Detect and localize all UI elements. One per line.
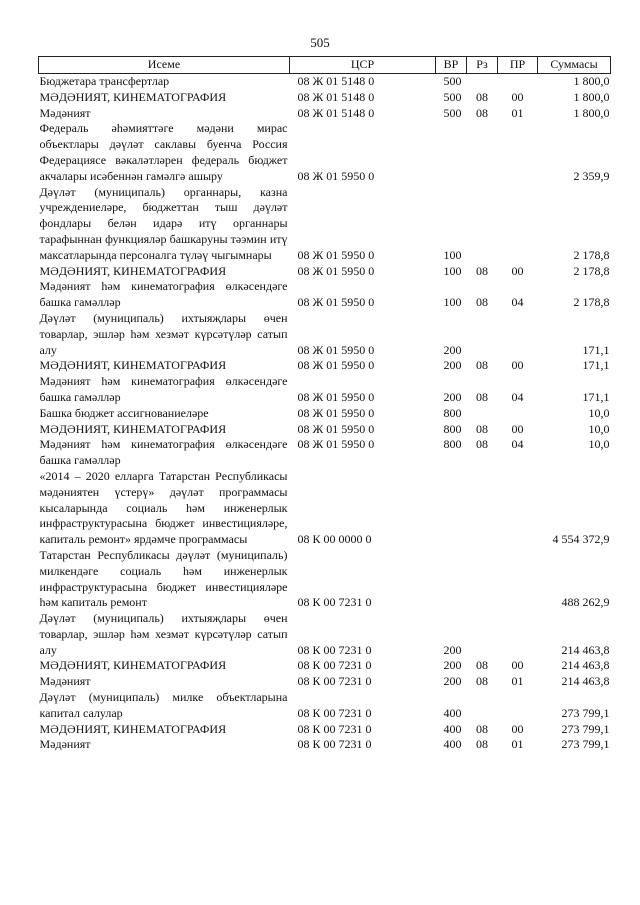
row-vr: 500 xyxy=(443,105,462,120)
row-sum: 1 800,0 xyxy=(573,105,610,120)
row-sum: 10,0 xyxy=(588,437,610,452)
table-row xyxy=(39,548,611,611)
row-name: МӘДӘНИЯТ, КИНЕМАТОГРАФИЯ xyxy=(39,721,227,736)
row-sum: 488 262,9 xyxy=(561,595,610,610)
row-sum: 171,1 xyxy=(582,358,610,373)
row-vr: 400 xyxy=(443,721,462,736)
header-sum: Суммасы xyxy=(538,57,611,74)
row-rz xyxy=(467,121,498,184)
row-pr xyxy=(498,74,538,90)
row-vr: 100 xyxy=(443,295,462,310)
row-rz: 08 xyxy=(476,389,488,404)
table-row xyxy=(39,185,611,264)
row-csr: 08 Ж 01 5950 0 xyxy=(297,342,375,357)
row-rz xyxy=(467,185,498,264)
row-pr: 04 xyxy=(511,437,524,452)
row-rz xyxy=(467,690,498,722)
row-name: Мәдәният xyxy=(39,737,91,752)
row-sum: 214 463,8 xyxy=(561,658,610,673)
row-rz xyxy=(467,406,498,422)
row-pr: 01 xyxy=(511,737,524,752)
table-row xyxy=(39,106,611,122)
row-rz: 08 xyxy=(476,674,488,689)
row-rz xyxy=(467,548,498,611)
row-rz: 08 xyxy=(476,737,488,752)
row-rz: 08 xyxy=(476,358,488,373)
row-sum: 2 178,8 xyxy=(573,295,610,310)
table-row xyxy=(39,737,611,753)
row-csr: 08 К 00 7231 0 xyxy=(297,721,372,736)
row-sum: 171,1 xyxy=(582,342,610,357)
row-sum: 171,1 xyxy=(582,389,610,404)
header-vr: ВР xyxy=(436,57,467,74)
row-csr: 08 Ж 01 5148 0 xyxy=(297,89,375,104)
header-pr: ПР xyxy=(498,57,538,74)
header-csr: ЦСР xyxy=(290,57,436,74)
row-vr xyxy=(436,548,467,611)
row-csr: 08 К 00 7231 0 xyxy=(297,674,372,689)
row-csr: 08 Ж 01 5950 0 xyxy=(297,405,375,420)
row-csr: 08 Ж 01 5950 0 xyxy=(297,263,375,278)
row-sum: 2 359,9 xyxy=(573,168,610,183)
row-sum: 10,0 xyxy=(588,421,610,436)
row-csr: 08 К 00 7231 0 xyxy=(297,737,372,752)
header-name: Исеме xyxy=(39,57,290,74)
row-pr xyxy=(498,311,538,358)
row-name: МӘДӘНИЯТ, КИНЕМАТОГРАФИЯ xyxy=(39,358,227,373)
row-vr: 800 xyxy=(443,421,462,436)
row-pr: 00 xyxy=(511,421,524,436)
row-csr: 08 Ж 01 5148 0 xyxy=(297,105,375,120)
row-vr: 800 xyxy=(443,405,462,420)
row-vr xyxy=(436,469,467,548)
row-pr xyxy=(498,469,538,548)
row-csr: 08 К 00 0000 0 xyxy=(297,532,372,547)
table-row xyxy=(39,690,611,722)
table-row xyxy=(39,437,611,469)
row-vr: 100 xyxy=(443,247,462,262)
row-sum: 273 799,1 xyxy=(561,705,610,720)
row-csr: 08 Ж 01 5950 0 xyxy=(297,295,375,310)
row-pr: 04 xyxy=(511,295,524,310)
row-sum: 2 178,8 xyxy=(573,247,610,262)
row-vr: 200 xyxy=(443,389,462,404)
row-name: МӘДӘНИЯТ, КИНЕМАТОГРАФИЯ xyxy=(39,263,227,278)
row-name: «2014 – 2020 елларга Татарстан Республикасы мәдәниятен үстерү» дәүләт программасы кысаларында социаль һәм инженерлык инфраструктурасына бюджет инвестицияләре, капиталь ремонт» ярдәмче программасы xyxy=(39,468,288,547)
row-vr: 500 xyxy=(443,89,462,104)
row-name: Дәүләт (муниципаль) ихтыяҗлары өчен товарлар, эшләр һәм хезмәт күрсәтүләр сатып алу xyxy=(39,310,288,357)
row-sum: 1 800,0 xyxy=(573,74,610,88)
row-csr: 08 Ж 01 5950 0 xyxy=(297,247,375,262)
table-row xyxy=(39,121,611,184)
row-name: Мәдәният xyxy=(39,105,91,120)
table-row xyxy=(39,611,611,658)
table-row xyxy=(39,264,611,280)
row-vr: 200 xyxy=(443,358,462,373)
row-name: Мәдәният һәм кинематография өлкәсендәге башка гамәлләр xyxy=(39,279,288,310)
row-rz: 08 xyxy=(476,421,488,436)
table-row xyxy=(39,674,611,690)
row-name: Татарстан Республикасы дәүләт (муниципаль) милкендәге социаль һәм инженерлык инфраструктурасына бюджет инвестицияләре һәм капиталь ремонт xyxy=(39,547,288,610)
row-rz: 08 xyxy=(476,263,488,278)
row-pr: 00 xyxy=(511,658,524,673)
row-pr: 00 xyxy=(511,263,524,278)
table-row xyxy=(39,469,611,548)
row-sum: 273 799,1 xyxy=(561,721,610,736)
row-pr xyxy=(498,406,538,422)
table-row xyxy=(39,422,611,438)
row-vr: 500 xyxy=(443,74,462,88)
row-pr: 00 xyxy=(511,721,524,736)
row-pr xyxy=(498,185,538,264)
row-rz xyxy=(467,74,498,90)
row-sum: 2 178,8 xyxy=(573,263,610,278)
row-sum: 10,0 xyxy=(588,405,610,420)
row-pr xyxy=(498,611,538,658)
row-name: Дәүләт (муниципаль) ихтыяҗлары өчен товарлар, эшләр һәм хезмәт күрсәтүләр сатып алу xyxy=(39,611,288,657)
row-name: Башка бюджет ассигнованиеләре xyxy=(39,405,209,420)
row-sum: 214 463,8 xyxy=(561,642,610,657)
row-name: МӘДӘНИЯТ, КИНЕМАТОГРАФИЯ xyxy=(39,658,227,673)
row-name: Мәдәният һәм кинематография өлкәсендәге башка гамәлләр xyxy=(39,374,288,404)
table-row xyxy=(39,74,611,90)
row-sum: 273 799,1 xyxy=(561,737,610,752)
budget-table xyxy=(38,56,611,753)
table-row xyxy=(39,358,611,374)
row-pr: 00 xyxy=(511,358,524,373)
row-vr: 200 xyxy=(443,342,462,357)
row-sum: 1 800,0 xyxy=(573,89,610,104)
row-csr: 08 Ж 01 5950 0 xyxy=(297,168,375,183)
row-rz: 08 xyxy=(476,437,488,452)
row-vr: 400 xyxy=(443,737,462,752)
table-row xyxy=(39,311,611,358)
row-pr xyxy=(498,121,538,184)
row-name: Дәүләт (муниципаль) милке объектларына капитал салулар xyxy=(39,690,288,720)
row-vr: 200 xyxy=(443,642,462,657)
row-csr: 08 К 00 7231 0 xyxy=(297,658,372,673)
row-pr: 04 xyxy=(511,389,524,404)
row-name: МӘДӘНИЯТ, КИНЕМАТОГРАФИЯ xyxy=(39,421,227,436)
table-row xyxy=(39,722,611,738)
row-pr xyxy=(498,690,538,722)
row-csr: 08 К 00 7231 0 xyxy=(297,595,372,610)
header-rz: Рз xyxy=(467,57,498,74)
table-row xyxy=(39,658,611,674)
row-csr: 08 Ж 01 5950 0 xyxy=(297,421,375,436)
table-row xyxy=(39,406,611,422)
table-row xyxy=(39,374,611,406)
row-csr: 08 Ж 01 5148 0 xyxy=(297,74,375,88)
row-rz xyxy=(467,469,498,548)
row-csr: 08 К 00 7231 0 xyxy=(297,705,372,720)
row-name: Мәдәният һәм кинематография өлкәсендәге башка гамәлләр xyxy=(39,437,288,468)
row-vr: 400 xyxy=(443,705,462,720)
row-vr: 200 xyxy=(443,658,462,673)
table-row xyxy=(39,279,611,311)
row-rz: 08 xyxy=(476,295,488,310)
row-sum: 4 554 372,9 xyxy=(552,532,610,547)
row-rz: 08 xyxy=(476,89,488,104)
row-rz: 08 xyxy=(476,105,488,120)
row-name: Дәүләт (муниципаль) органнары, казна учреждениеләре, бюджеттан тыш дәүләт фондлары белән идарә итү органнары тарафыннан функцияләр башкаруны тәэмин итү максатларында персоналга түләү чыгымнары xyxy=(39,184,288,262)
row-vr: 200 xyxy=(443,674,462,689)
row-rz xyxy=(467,611,498,658)
row-name: Бюджетара трансфертлар xyxy=(39,74,170,88)
row-pr: 01 xyxy=(511,674,524,689)
row-csr: 08 Ж 01 5950 0 xyxy=(297,389,375,404)
row-rz: 08 xyxy=(476,658,488,673)
row-vr: 100 xyxy=(443,263,462,278)
row-csr: 08 Ж 01 5950 0 xyxy=(297,358,375,373)
row-vr xyxy=(436,121,467,184)
row-pr xyxy=(498,548,538,611)
row-sum: 214 463,8 xyxy=(561,674,610,689)
row-vr: 800 xyxy=(443,437,462,452)
row-rz xyxy=(467,311,498,358)
row-name: Федераль әһәмияттәге мәдәни мирас объектлары дәүләт саклавы буенча Россия Федерациясе вәкаләтләрен федераль бюджет акчалары исәбеннән гамәлгә ашыру xyxy=(39,121,288,183)
row-csr: 08 К 00 7231 0 xyxy=(297,642,372,657)
table-header-row xyxy=(39,57,611,74)
row-csr: 08 Ж 01 5950 0 xyxy=(297,437,375,452)
page-number: 505 xyxy=(310,35,330,50)
row-name: МӘДӘНИЯТ, КИНЕМАТОГРАФИЯ xyxy=(39,89,227,104)
row-name: Мәдәният xyxy=(39,674,91,689)
row-rz: 08 xyxy=(476,721,488,736)
row-pr: 01 xyxy=(511,105,524,120)
row-pr: 00 xyxy=(511,89,524,104)
table-row xyxy=(39,90,611,106)
